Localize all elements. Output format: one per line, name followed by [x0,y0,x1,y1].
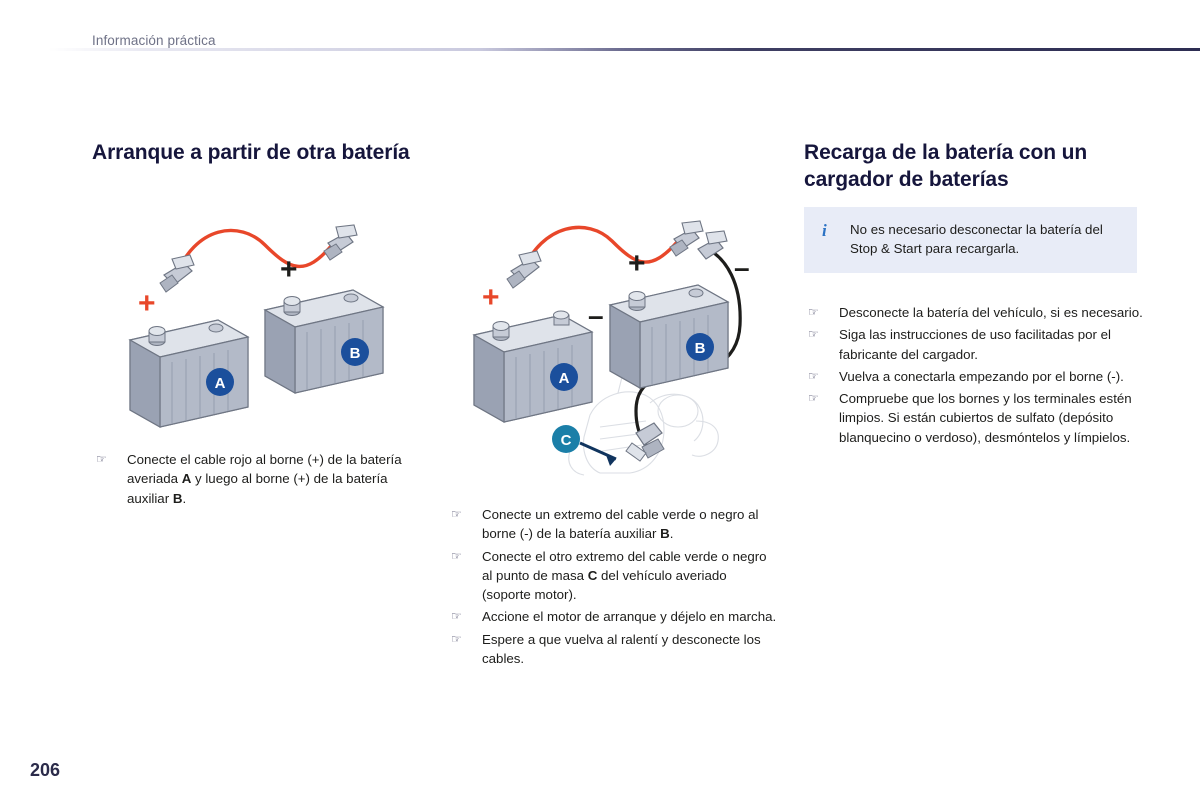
bullet-icon: ☞ [451,631,462,646]
left-column-heading: Arranque a partir de otra batería [92,141,410,164]
left-column-steps [92,450,427,511]
info-note-box [804,207,1137,273]
right-bullet-text-0: Desconecte la batería del vehículo, si es necesario. [839,305,1143,320]
list-item [447,547,777,605]
bullet-icon: ☞ [451,548,462,563]
svg-text:A: A [558,370,570,387]
right-column [804,140,1137,194]
right-column-steps [804,303,1144,450]
figure-jump-start-ground-point [450,215,780,500]
left-column [92,140,422,167]
list-item [804,367,1144,386]
middle-column-steps [447,505,777,671]
svg-text:+: + [138,287,156,320]
bullet-icon: ☞ [808,391,819,406]
info-icon: i [822,221,827,240]
middle-bullet-text-1: Conecte el otro extremo del cable verde o negro al punto de masa C del vehículo averiado (soporte motor). [482,548,767,603]
right-bullet-text-3: Compruebe que los bornes y los terminales estén limpios. Si están cubiertos de sulfato (depósito blanquecino o verdoso), desmóntelos y límpielos. [839,391,1132,445]
list-item [804,325,1144,364]
list-item [447,505,777,544]
middle-bullet-list [447,505,777,668]
svg-text:C: C [560,432,572,449]
right-bullet-text-2: Vuelva a conectarla empezando por el borne (-). [839,368,1124,384]
svg-text:B: B [349,345,361,362]
svg-text:+: + [280,253,298,286]
list-item [804,389,1144,447]
left-bullet-text-0: Conecte el cable rojo al borne (+) de la batería averiada A y luego al borne (+) de la batería auxiliar B. [127,452,402,506]
list-item [92,450,427,508]
svg-text:–: – [588,300,604,331]
list-item [804,303,1144,322]
bullet-icon: ☞ [808,327,819,342]
list-item [447,630,777,669]
middle-bullet-text-2: Accione el motor de arranque y déjelo en marcha. [482,609,777,625]
middle-bullet-text-0: Conecte un extremo del cable verde o negro al borne (-) de la batería auxiliar B. [482,507,759,542]
bullet-icon: ☞ [451,609,462,624]
svg-text:+: + [482,281,500,314]
bullet-icon: ☞ [808,305,819,319]
left-bullet-list [92,450,427,508]
middle-bullet-text-3: Espere a que vuelva al ralentí y desconecte los cables. [482,631,761,666]
bullet-icon: ☞ [451,507,462,521]
list-item [447,607,777,626]
figure-jump-start-red-cable [100,215,420,435]
right-bullet-list [804,303,1144,447]
section-header-title: Información práctica [92,33,216,48]
right-bullet-text-1: Siga las instrucciones de uso facilitadas por el fabricante del cargador. [839,327,1111,362]
svg-text:B: B [694,340,706,357]
page-number: 206 [30,760,61,780]
bullet-icon: ☞ [96,452,107,466]
right-column-heading: Recarga de la batería con un cargador de baterías [804,141,1088,191]
svg-text:A: A [214,375,226,392]
info-note-text: No es necesario desconectar la batería del Stop & Start para recargarla. [850,222,1103,256]
header-rule [0,48,1200,51]
svg-text:+: + [628,247,646,280]
svg-text:–: – [734,252,750,283]
bullet-icon: ☞ [808,368,819,383]
